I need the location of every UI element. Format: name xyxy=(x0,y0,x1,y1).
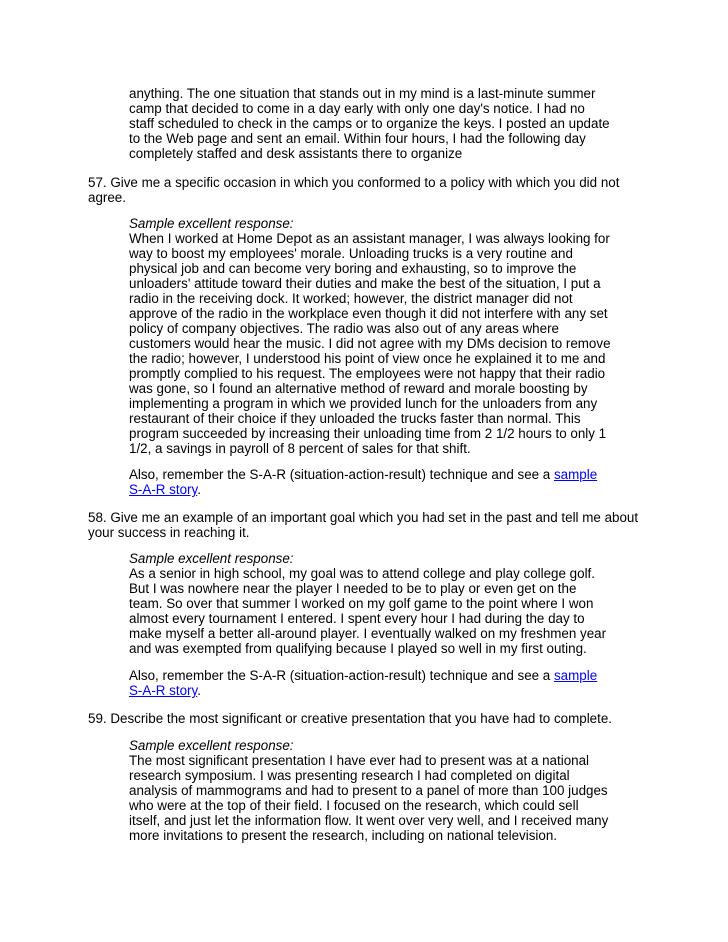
question-58-cont: your success in reaching it. xyxy=(88,525,250,540)
intro-line: completely staffed and desk assistants there to organize xyxy=(129,146,463,161)
response-line: But I was nowhere near the player I needed to be to play or even get on the xyxy=(129,581,577,596)
sar-story-link[interactable]: S-A-R story xyxy=(129,683,198,698)
also-line-cont xyxy=(129,482,649,497)
question-59: 59. Describe the most significant or creative presentation that you have had to complete. xyxy=(88,711,613,726)
period: . xyxy=(197,683,201,698)
question-57: 57. Give me a specific occasion in which you conformed to a policy with which you did not xyxy=(88,175,620,190)
period: . xyxy=(197,482,201,497)
response-line: make myself a better all-around player. I eventually walked on my freshmen year xyxy=(129,626,607,641)
response-line: the radio; however, I understood his point of view once he explained it to me and xyxy=(129,351,606,366)
intro-line: anything. The one situation that stands out in my mind is a last-minute summer xyxy=(129,86,596,101)
question-57-cont: agree. xyxy=(88,190,126,205)
sample-label: Sample excellent response: xyxy=(129,551,294,566)
response-line: policy of company objectives. The radio was also out of any areas where xyxy=(129,321,559,336)
sample-link[interactable]: sample xyxy=(553,467,598,482)
response-line: When I worked at Home Depot as an assistant manager, I was always looking for xyxy=(129,231,610,246)
response-line: customers would hear the music. I did not agree with my DMs decision to remove xyxy=(129,336,611,351)
sample-label: Sample excellent response: xyxy=(129,216,294,231)
response-line: analysis of mammograms and had to present to a panel of more than 100 judges xyxy=(129,783,608,798)
response-line: promptly complied to his request. The employees were not happy that their radio xyxy=(129,366,606,381)
also-line-cont xyxy=(129,683,649,698)
sample-link[interactable]: sample xyxy=(553,668,598,683)
response-line: almost every tournament I entered. I spent every hour I had during the day to xyxy=(129,611,585,626)
intro-line: staff scheduled to check in the camps or to organize the keys. I posted an update xyxy=(129,116,610,131)
response-line: 1/2, a savings in payroll of 8 percent of sales for that shift. xyxy=(129,441,471,456)
response-line: more invitations to present the research, including on national television. xyxy=(129,828,558,843)
intro-line: to the Web page and sent an email. Within four hours, I had the following day xyxy=(129,131,586,146)
response-line: research symposium. I was presenting research I had completed on digital xyxy=(129,768,570,783)
response-line: physical job and can become very boring and exhausting, so to improve the xyxy=(129,261,577,276)
response-line: unloaders' attitude toward their duties and make the best of the situation, I put a xyxy=(129,276,601,291)
response-line: was gone, so I found an alternative method of reward and morale boosting by xyxy=(129,381,588,396)
sar-story-link[interactable]: S-A-R story xyxy=(129,482,198,497)
response-line: approve of the radio in the workplace even though it did not interfere with any set xyxy=(129,306,608,321)
sample-label: Sample excellent response: xyxy=(129,738,294,753)
also-text: Also, remember the S-A-R (situation-action-result) technique and see a xyxy=(129,467,554,482)
also-line xyxy=(129,467,649,482)
intro-line: camp that decided to come in a day early with only one day's notice. I had no xyxy=(129,101,585,116)
response-line: As a senior in high school, my goal was to attend college and play college golf. xyxy=(129,566,595,581)
also-line xyxy=(129,668,649,683)
response-line: who were at the top of their field. I focused on the research, which could sell xyxy=(129,798,579,813)
response-line: team. So over that summer I worked on my golf game to the point where I won xyxy=(129,596,594,611)
response-line: radio in the receiving dock. It worked; however, the district manager did not xyxy=(129,291,573,306)
response-line: restaurant of their choice if they unloaded the trucks faster than normal. This xyxy=(129,411,581,426)
response-line: The most significant presentation I have ever had to present was at a national xyxy=(129,753,590,768)
response-line: program succeeded by increasing their unloading time from 2 1/2 hours to only 1 xyxy=(129,426,607,441)
response-line: way to boost my employees' morale. Unloading trucks is a very routine and xyxy=(129,246,573,261)
response-line: and was exempted from qualifying because I played so well in my first outing. xyxy=(129,641,587,656)
response-line: implementing a program in which we provided lunch for the unloaders from any xyxy=(129,396,598,411)
question-58: 58. Give me an example of an important goal which you had set in the past and tell me about xyxy=(88,510,639,525)
also-text: Also, remember the S-A-R (situation-action-result) technique and see a xyxy=(129,668,554,683)
response-line: itself, and just let the information flow. It went over very well, and I received many xyxy=(129,813,609,828)
